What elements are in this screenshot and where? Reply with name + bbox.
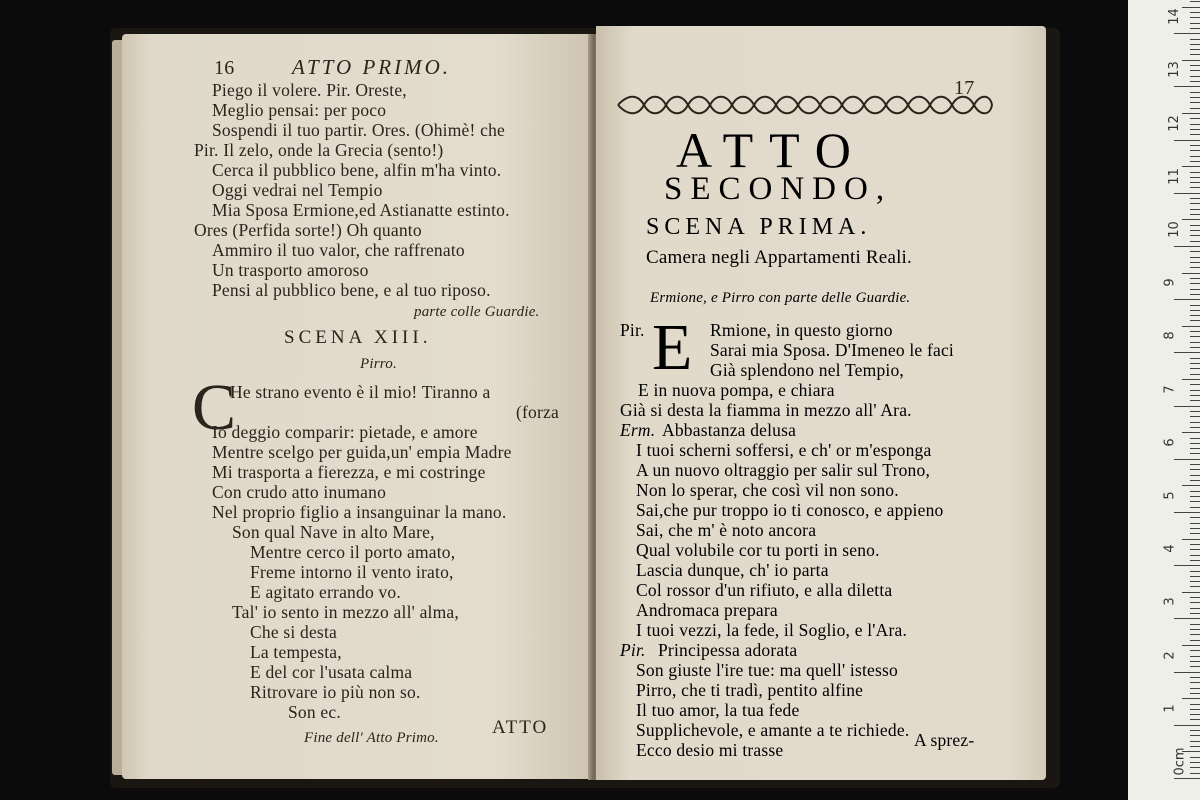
ruler-tick	[1190, 416, 1200, 417]
text-line: E in nuova pompa, e chiara	[638, 380, 835, 400]
ruler-tick	[1190, 70, 1200, 71]
ruler-tick	[1190, 336, 1200, 337]
ruler-tick	[1190, 384, 1200, 385]
ruler-tick	[1190, 634, 1200, 635]
ruler-tick	[1190, 741, 1200, 742]
text-line: Non lo sperar, che così vil non sono.	[636, 480, 899, 500]
ruler-tick	[1190, 177, 1200, 178]
catchword: ATTO	[492, 717, 549, 738]
text-line: Il tuo amor, la tua fede	[636, 700, 800, 720]
ruler-tick	[1190, 576, 1200, 577]
ruler-tick	[1174, 618, 1200, 619]
text-line: Qual volubile cor tu porti in seno.	[636, 540, 880, 560]
ruler-tick	[1174, 246, 1200, 247]
text-line: Meglio pensai: per poco	[212, 100, 387, 120]
scene-title: SCENA XIII.	[284, 327, 432, 348]
ruler-tick	[1190, 682, 1200, 683]
speaker-label: Pir.	[620, 320, 645, 340]
ruler-tick	[1182, 698, 1200, 699]
text-line: Pir. Il zelo, onde la Grecia (sento!)	[194, 140, 444, 160]
ruler-tick	[1190, 767, 1200, 768]
text-line: Che si desta	[250, 622, 337, 642]
ruler-tick	[1190, 76, 1200, 77]
ruler-tick	[1190, 448, 1200, 449]
ruler-tick	[1190, 395, 1200, 396]
text-line: Mentre cerco il porto amato,	[250, 542, 456, 562]
ruler-label: 6	[1162, 438, 1178, 447]
ruler-tick	[1190, 411, 1200, 412]
ruler-tick	[1190, 661, 1200, 662]
ruler-tick	[1190, 677, 1200, 678]
ruler-tick	[1190, 347, 1200, 348]
ruler-label: 1	[1162, 704, 1178, 713]
act-end: Fine dell' Atto Primo.	[304, 730, 439, 746]
ruler-tick	[1190, 92, 1200, 93]
ruler-tick	[1190, 150, 1200, 151]
ruler-tick	[1182, 166, 1200, 167]
text-line: Tal' io sento in mezzo all' alma,	[232, 602, 459, 622]
ruler-tick	[1190, 629, 1200, 630]
ruler-tick	[1190, 267, 1200, 268]
text-line: Abbastanza delusa	[662, 420, 797, 440]
text-line: La tempesta,	[250, 642, 342, 662]
ruler-tick	[1190, 613, 1200, 614]
ruler-tick	[1190, 746, 1200, 747]
ruler-label: 2	[1162, 650, 1178, 660]
ruler-tick	[1182, 219, 1200, 220]
ruler-tick	[1190, 517, 1200, 518]
ruler-tick	[1190, 491, 1200, 492]
text-line: Lascia dunque, ch' io parta	[636, 560, 829, 580]
ruler-tick	[1174, 778, 1200, 779]
text-line: Nel proprio figlio a insanguinar la mano.	[212, 502, 507, 522]
ruler-tick	[1190, 102, 1200, 103]
stage-direction: parte colle Guardie.	[414, 304, 540, 320]
text-line: Pensi al pubblico bene, e al tuo riposo.	[212, 280, 491, 300]
ruler-tick	[1190, 187, 1200, 188]
ruler-label: 14	[1166, 8, 1182, 25]
text-line: Cerca il pubblico bene, alfin m'ha vinto.	[212, 160, 502, 180]
text-line: Sarai mia Sposa. D'Imeneo le faci	[710, 340, 954, 360]
ruler-tick	[1190, 735, 1200, 736]
ruler-tick	[1190, 693, 1200, 694]
ruler-tick	[1190, 278, 1200, 279]
ruler-tick	[1190, 283, 1200, 284]
ruler-tick	[1182, 273, 1200, 274]
text-line: (forza	[516, 402, 559, 422]
ruler-tick	[1190, 688, 1200, 689]
ruler-tick	[1182, 379, 1200, 380]
ruler-tick	[1190, 320, 1200, 321]
measurement-ruler	[1128, 0, 1200, 800]
text-line: Son ec.	[288, 702, 341, 722]
ruler-tick	[1190, 358, 1200, 359]
ruler-label: 10	[1166, 221, 1182, 238]
text-line: E del cor l'usata calma	[250, 662, 413, 682]
ruler-tick	[1190, 145, 1200, 146]
ruler-tick	[1182, 7, 1200, 8]
ruler-tick	[1190, 118, 1200, 119]
text-line: Già splendono nel Tempio,	[710, 360, 904, 380]
ruler-tick	[1190, 666, 1200, 667]
ruler-tick	[1174, 33, 1200, 34]
ruler-tick	[1174, 725, 1200, 726]
ruler-tick	[1182, 432, 1200, 433]
ruler-tick	[1190, 209, 1200, 210]
ruler-tick	[1190, 496, 1200, 497]
ruler-tick	[1190, 108, 1200, 109]
ruler-tick	[1174, 459, 1200, 460]
text-line: Sai,che pur troppo io ti conosco, e appieno	[636, 500, 944, 520]
text-line: Col rossor d'un rifiuto, e alla diletta	[636, 580, 893, 600]
ruler-tick	[1190, 709, 1200, 710]
ornament-border	[614, 92, 996, 118]
ruler-tick	[1190, 400, 1200, 401]
ruler-tick	[1174, 193, 1200, 194]
ruler-tick	[1190, 124, 1200, 125]
ruler-tick	[1190, 17, 1200, 18]
ruler-tick	[1190, 757, 1200, 758]
ruler-tick	[1190, 172, 1200, 173]
ruler-tick	[1190, 480, 1200, 481]
ruler-tick	[1190, 773, 1200, 774]
text-line: Mentre scelgo per guida,un' empia Madre	[212, 442, 512, 462]
ruler-tick	[1190, 65, 1200, 66]
ruler-tick	[1190, 81, 1200, 82]
text-line: He strano evento è il mio! Tiranno a	[230, 382, 491, 402]
ruler-tick	[1190, 203, 1200, 204]
text-line: Ecco desio mi trasse	[636, 740, 784, 760]
ruler-tick	[1190, 523, 1200, 524]
ruler-tick	[1190, 97, 1200, 98]
ruler-tick	[1190, 469, 1200, 470]
ruler-tick	[1190, 730, 1200, 731]
ruler-tick	[1190, 262, 1200, 263]
ruler-tick	[1174, 140, 1200, 141]
text-line: Mi trasporta a fierezza, e mi costringe	[212, 462, 486, 482]
catchword: A sprez-	[914, 730, 975, 750]
ruler-tick	[1190, 650, 1200, 651]
text-line: Ammiro il tuo valor, che raffrenato	[212, 240, 465, 260]
ruler-label: 7	[1162, 384, 1178, 394]
ruler-tick	[1190, 640, 1200, 641]
text-line: Con crudo atto inumano	[212, 482, 387, 502]
ruler-tick	[1190, 315, 1200, 316]
ruler-label: 3	[1162, 597, 1178, 607]
ruler-tick	[1190, 528, 1200, 529]
act-title: ATTO	[676, 122, 867, 178]
ruler-tick	[1190, 23, 1200, 24]
text-line: E agitato errando vo.	[250, 582, 401, 602]
ruler-tick	[1190, 44, 1200, 45]
ruler-tick	[1190, 294, 1200, 295]
ruler-tick	[1190, 597, 1200, 598]
drop-cap: C	[192, 371, 237, 444]
ruler-tick	[1174, 352, 1200, 353]
ruler-tick	[1190, 331, 1200, 332]
text-line: Già si desta la fiamma in mezzo all' Ara.	[620, 400, 912, 420]
text-line: A un nuovo oltraggio per salir sul Trono,	[636, 460, 931, 480]
ruler-tick	[1190, 501, 1200, 502]
ruler-tick	[1190, 289, 1200, 290]
ruler-tick	[1182, 592, 1200, 593]
ruler-tick	[1190, 1, 1200, 2]
ruler-tick	[1182, 113, 1200, 114]
ruler-tick	[1190, 129, 1200, 130]
text-line: Pirro, che ti tradì, pentito alfine	[636, 680, 864, 700]
ruler-tick	[1190, 533, 1200, 534]
ruler-tick	[1190, 602, 1200, 603]
text-line: Io deggio comparir: pietade, e amore	[212, 422, 478, 442]
text-line: Freme intorno il vento irato,	[250, 562, 454, 582]
ruler-tick	[1190, 54, 1200, 55]
ruler-tick	[1190, 257, 1200, 258]
text-line: Son qual Nave in alto Mare,	[232, 522, 435, 542]
ruler-tick	[1190, 464, 1200, 465]
ruler-tick	[1190, 305, 1200, 306]
text-line: Sai, che m' è noto ancora	[636, 520, 817, 540]
scene-title: SCENA PRIMA.	[646, 214, 872, 240]
ruler-tick	[1190, 230, 1200, 231]
ruler-tick	[1190, 586, 1200, 587]
ruler-tick	[1190, 251, 1200, 252]
page-number: 16	[214, 57, 235, 79]
ruler-tick	[1190, 438, 1200, 439]
ruler-tick	[1190, 225, 1200, 226]
text-line: Oggi vedrai nel Tempio	[212, 180, 383, 200]
text-line: Andromaca prepara	[636, 600, 778, 620]
ruler-tick	[1190, 608, 1200, 609]
scene-character: Pirro.	[360, 356, 397, 372]
ruler-tick	[1190, 624, 1200, 625]
ruler-tick	[1190, 28, 1200, 29]
scene-characters: Ermione, e Pirro con parte delle Guardie.	[650, 290, 911, 306]
ruler-label: 0cm	[1172, 747, 1188, 776]
ruler-tick	[1190, 555, 1200, 556]
text-line: I tuoi scherni soffersi, e ch' or m'esponga	[636, 440, 932, 460]
text-line: Supplichevole, e amante a te richiede.	[636, 720, 910, 740]
ruler-label: 9	[1162, 278, 1178, 287]
running-head: ATTO PRIMO.	[292, 55, 451, 79]
speaker-label: Erm.	[620, 420, 656, 440]
ruler-tick	[1190, 241, 1200, 242]
ruler-label: 4	[1162, 544, 1178, 553]
ruler-tick	[1190, 161, 1200, 162]
ruler-tick	[1174, 406, 1200, 407]
ruler-tick	[1190, 427, 1200, 428]
ruler-tick	[1190, 39, 1200, 40]
ruler-tick	[1190, 443, 1200, 444]
ruler-label: 8	[1162, 331, 1178, 341]
text-line: I tuoi vezzi, la fede, il Soglio, e l'Ara.	[636, 620, 908, 640]
ruler-label: 11	[1166, 168, 1182, 185]
ruler-tick	[1190, 368, 1200, 369]
ruler-tick	[1190, 656, 1200, 657]
ruler-tick	[1182, 539, 1200, 540]
ruler-tick	[1190, 475, 1200, 476]
ruler-tick	[1174, 86, 1200, 87]
ruler-tick	[1190, 571, 1200, 572]
ruler-tick	[1190, 719, 1200, 720]
text-line: Son giuste l'ire tue: ma quell' istesso	[636, 660, 898, 680]
ruler-tick	[1190, 134, 1200, 135]
act-subtitle: SECONDO,	[664, 171, 893, 207]
ruler-tick	[1190, 581, 1200, 582]
ruler-tick	[1190, 342, 1200, 343]
ruler-label: 5	[1162, 491, 1178, 500]
ruler-tick	[1190, 310, 1200, 311]
ruler-tick	[1174, 672, 1200, 673]
drop-cap: E	[652, 311, 693, 384]
text-line: Principessa adorata	[658, 640, 798, 660]
text-line: Un trasporto amoroso	[212, 260, 369, 280]
ruler-tick	[1190, 156, 1200, 157]
ruler-tick	[1182, 326, 1200, 327]
ruler-tick	[1182, 645, 1200, 646]
speaker-label: Pir.	[620, 640, 646, 660]
text-line: Rmione, in questo giorno	[710, 320, 893, 340]
ruler-tick	[1190, 12, 1200, 13]
ruler-tick	[1190, 507, 1200, 508]
ruler-tick	[1190, 49, 1200, 50]
ruler-tick	[1190, 374, 1200, 375]
ruler-tick	[1174, 512, 1200, 513]
ruler-tick	[1174, 565, 1200, 566]
text-line: Mia Sposa Ermione,ed Astianatte estinto.	[212, 200, 510, 220]
ruler-tick	[1190, 544, 1200, 545]
ruler-tick	[1190, 235, 1200, 236]
text-line: Sospendi il tuo partir. Ores. (Ohimè! che	[212, 120, 506, 140]
text-line: Ores (Perfida sorte!) Oh quanto	[194, 220, 422, 240]
ruler-tick	[1190, 560, 1200, 561]
text-line: Ritrovare io più non so.	[250, 682, 421, 702]
ruler-label: 13	[1166, 61, 1182, 79]
ruler-tick	[1190, 363, 1200, 364]
ruler-tick	[1190, 214, 1200, 215]
ruler-tick	[1190, 704, 1200, 705]
ruler-tick	[1190, 198, 1200, 199]
ruler-tick	[1182, 485, 1200, 486]
ruler-tick	[1190, 549, 1200, 550]
ruler-tick	[1190, 714, 1200, 715]
ruler-label: 12	[1166, 114, 1182, 132]
left-page	[122, 34, 592, 779]
ruler-tick	[1190, 422, 1200, 423]
ruler-tick	[1190, 390, 1200, 391]
ruler-tick	[1190, 182, 1200, 183]
ruler-tick	[1174, 299, 1200, 300]
page-number: 17	[954, 77, 975, 99]
ruler-tick	[1190, 762, 1200, 763]
scene-setting: Camera negli Appartamenti Reali.	[646, 247, 912, 268]
ruler-tick	[1190, 453, 1200, 454]
text-line: Piego il volere. Pir. Oreste,	[212, 80, 407, 100]
ruler-tick	[1182, 60, 1200, 61]
